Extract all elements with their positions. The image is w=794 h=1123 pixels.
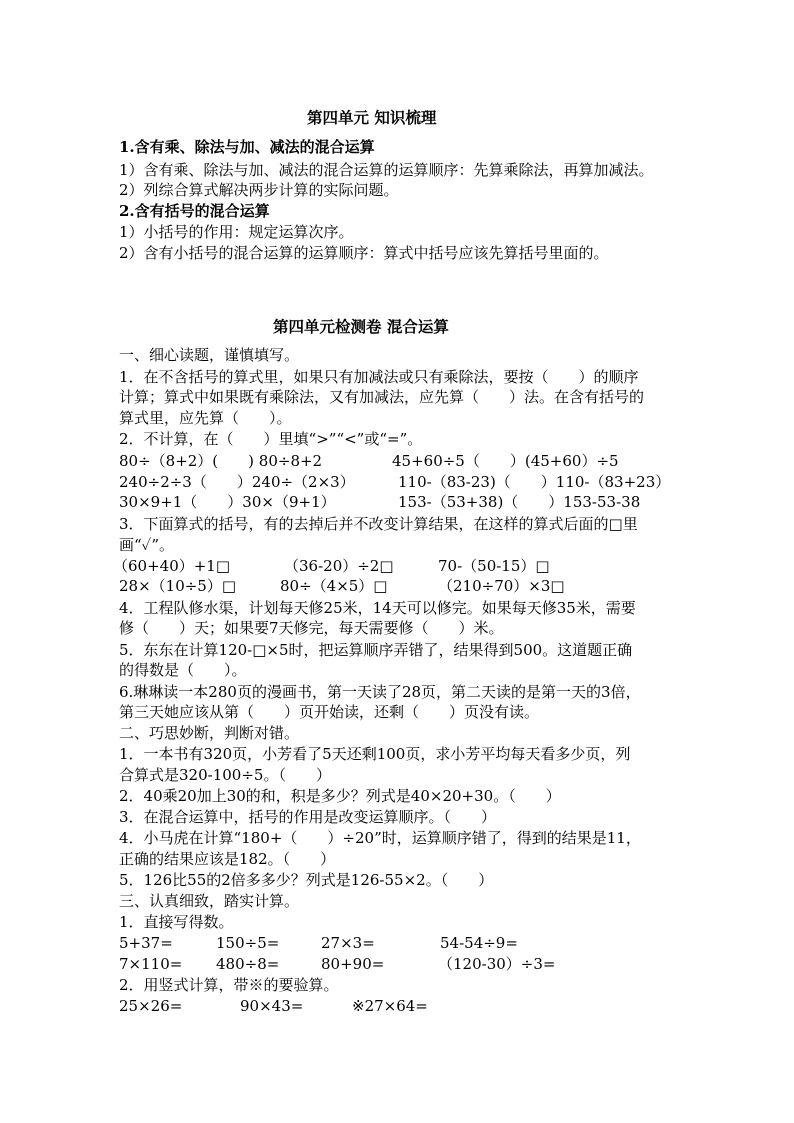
- compare-expression: 80÷（8+2）( ) 80÷8+2: [119, 452, 323, 470]
- question-line: 1．在不含括号的算式里，如果只有加减法或只有乘除法，要按（ ）的顺序: [119, 368, 639, 386]
- bracket-expression: 80÷（4×5）□: [280, 577, 388, 595]
- question-line: 修（ ）天；如果要7天修完，每天需要修（ ）米。: [119, 619, 504, 637]
- question-line: 的得数是（ ）。: [119, 661, 247, 679]
- calc-expression: 480÷8=: [216, 955, 280, 973]
- summary-item: 2）含有小括号的混合运算的运算顺序：算式中括号应该先算括号里面的。: [119, 244, 609, 262]
- summary-item: 1）含有乘、除法与加、减法的混合运算的运算顺序：先算乘除法，再算加减法。: [119, 161, 654, 179]
- test-title: 第四单元检测卷 混合运算: [273, 317, 449, 336]
- calc-expression: 5+37=: [119, 934, 173, 952]
- calc-expression: 27×3=: [321, 934, 375, 952]
- knowledge-title: 第四单元 知识梳理: [307, 108, 437, 127]
- calc-expression: 80+90=: [321, 955, 385, 973]
- part-heading-judge: 二、巧思妙断，判断对错。: [119, 724, 300, 742]
- calc-expression: 54-54÷9=: [440, 934, 518, 952]
- judge-line: 2．40乘20加上30的和，积是多少？列式是40×20+30。（ ）: [119, 787, 561, 805]
- compare-expression: 30×9+1（ ）30×（9+1）: [119, 493, 336, 511]
- question-line: 6.琳琳读一本280页的漫画书，第一天读了28页，第二天读的是第一天的3倍，: [119, 683, 641, 701]
- question-line: 5．东东在计算120-□×5时，把运算顺序弄错了，结果得到500。这道题正确: [119, 641, 633, 659]
- bracket-expression: （36-20）÷2□: [284, 557, 394, 575]
- calc-expression: 25×26=: [119, 997, 183, 1015]
- question-line: 画“✓”。: [119, 536, 175, 554]
- summary-item: 2）列综合算式解决两步计算的实际问题。: [119, 181, 399, 199]
- bracket-expression: （210÷70）×3□: [438, 577, 565, 595]
- judge-line: 3．在混合运算中，括号的作用是改变运算顺序。（ ）: [119, 808, 497, 826]
- question-line: 第三天她应该从第（ ）页开始读，还剩（ ）页没有读。: [119, 703, 540, 721]
- question-line: 算式里，应先算（ ）。: [119, 409, 292, 427]
- section-heading-2: 2.含有括号的混合运算: [119, 202, 270, 220]
- judge-line: 1．一本书有320页，小芳看了5天还剩100页，求小芳平均每天看多少页，列: [119, 745, 631, 763]
- compare-expression: 240÷2÷3（ ）240÷（2×3）: [119, 473, 355, 491]
- compare-expression: 110-（83-23)（ ）110-（83+23）: [398, 473, 671, 491]
- summary-item: 1）小括号的作用：规定运算次序。: [119, 223, 354, 241]
- calc-expression: ※27×64=: [352, 997, 428, 1015]
- calc-expression: 150÷5=: [216, 934, 280, 952]
- calc-instruction: 2．用竖式计算，带※的要验算。: [119, 976, 339, 994]
- compare-expression: 153-（53+38)（ ）153-53-38: [398, 493, 641, 511]
- question-line: 3．下面算式的括号，有的去掉后并不改变计算结果，在这样的算式后面的□里: [119, 515, 638, 533]
- bracket-expression: （60+40）+1□: [113, 557, 231, 575]
- compare-expression: 45+60÷5（ ）(45+60）÷5: [392, 452, 619, 470]
- question-line: 2．不计算，在（ ）里填“>”“<”或“=”。: [119, 430, 423, 448]
- question-line: 计算；算式中如果既有乘除法，又有加减法，应先算（ ）法。在含有括号的: [119, 388, 645, 406]
- calc-expression: （120-30）÷3=: [438, 955, 556, 973]
- calc-expression: 7×110=: [119, 955, 183, 973]
- judge-line: 正确的结果应该是182。（ ）: [119, 850, 336, 868]
- bracket-expression: 70-（50-15）□: [438, 557, 550, 575]
- judge-line: 合算式是320-100÷5。（ ）: [119, 766, 331, 784]
- part-heading-calc: 三、认真细致，踏实计算。: [119, 892, 300, 910]
- bracket-expression: 28×（10÷5）□: [119, 577, 237, 595]
- section-heading-1: 1.含有乘、除法与加、减法的混合运算: [119, 138, 375, 156]
- part-heading-fill: 一、细心读题，谨慎填写。: [119, 346, 300, 364]
- judge-line: 4．小马虎在计算“180+（ ）÷20”时，运算顺序错了，得到的结果是11，: [119, 829, 641, 847]
- calc-expression: 90×43=: [240, 997, 304, 1015]
- calc-instruction: 1．直接写得数。: [119, 913, 234, 931]
- judge-line: 5．126比55的2倍多多少？列式是126-55×2。（ ）: [119, 871, 494, 889]
- question-line: 4．工程队修水渠，计划每天修25米，14天可以修完。如果每天修35米，需要: [119, 599, 636, 617]
